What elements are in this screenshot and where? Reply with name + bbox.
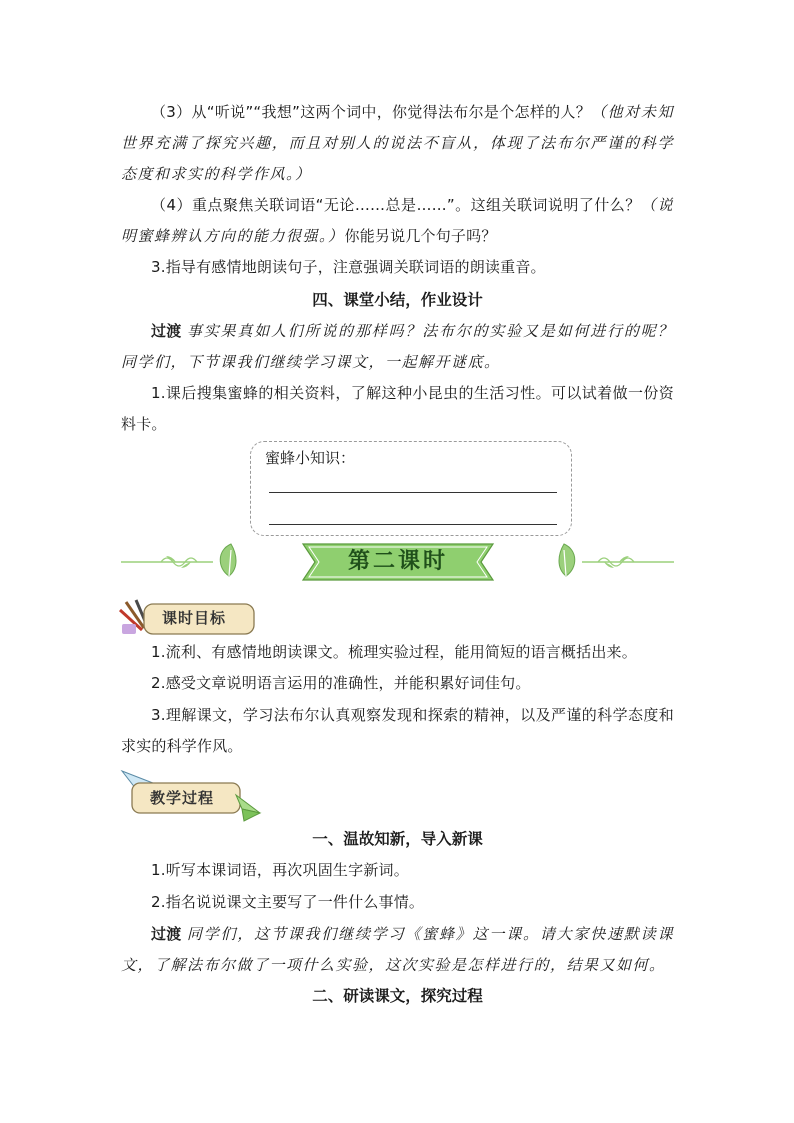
vine-left-decoration <box>121 556 213 568</box>
section-heading-1: 一、温故知新，导入新课 <box>312 830 483 848</box>
goal-item-2: 2.感受文章说明语言运用的准确性，并能积累好词佳句。 <box>151 674 531 692</box>
question-3: （3）从“听说”“我想”这两个词中，你觉得法布尔是个怎样的人？（他对未知世界充满了探究兴趣，而且对别人的说法不盲从，体现了法布尔严谨的科学态度和求实的科学作风。） <box>121 103 674 183</box>
leaf-left-icon <box>220 544 236 576</box>
leaf-right-icon <box>559 544 575 576</box>
transition-2: 过渡 同学们，这节课我们继续学习《蜜蜂》这一课。请大家快速默读课文，了解法布尔做了一项什么实验，这次实验是怎样进行的，结果又如何。 <box>121 925 674 974</box>
section-heading-2: 二、研读课文，探究过程 <box>312 987 483 1005</box>
blank-line <box>269 524 557 525</box>
homework-item-1: 1.课后搜集蜜蜂的相关资料，了解这种小昆虫的生活习性。可以试着做一份资料卡。 <box>121 384 674 433</box>
lesson-banner-title: 第二课时 <box>347 548 448 574</box>
goal-item-1: 1.流利、有感情地朗读课文。梳理实验过程，能用简短的语言概括出来。 <box>151 643 637 661</box>
transition-1: 过渡 事实果真如人们所说的那样吗？法布尔的实验又是如何进行的呢？同学们，下节课我们继续学习课文，一起解开谜底。 <box>121 322 674 371</box>
process-item-2: 2.指名说说课文主要写了一件什么事情。 <box>151 893 425 911</box>
section-heading-4: 四、课堂小结，作业设计 <box>312 291 483 309</box>
goals-tag-label: 课时目标 <box>162 609 227 627</box>
item-3-reading: 3.指导有感情地朗读句子，注意强调关联词语的朗读重音。 <box>151 258 546 276</box>
process-tag-label: 教学过程 <box>150 789 215 807</box>
info-card-title: 蜜蜂小知识： <box>265 449 356 467</box>
process-item-1: 1.听写本课词语，再次巩固生字新词。 <box>151 861 409 879</box>
goal-item-3: 3.理解课文，学习法布尔认真观察发现和探索的精神，以及严谨的科学态度和求实的科学作风。 <box>121 706 674 755</box>
blank-line <box>269 492 557 493</box>
vine-right-decoration <box>582 556 674 568</box>
question-4: （4）重点聚焦关联词语“无论……总是……”。这组关联词说明了什么？（说明蜜蜂辨认方向的能力很强。）你能另说几个句子吗？ <box>121 196 674 245</box>
info-card <box>250 441 572 536</box>
